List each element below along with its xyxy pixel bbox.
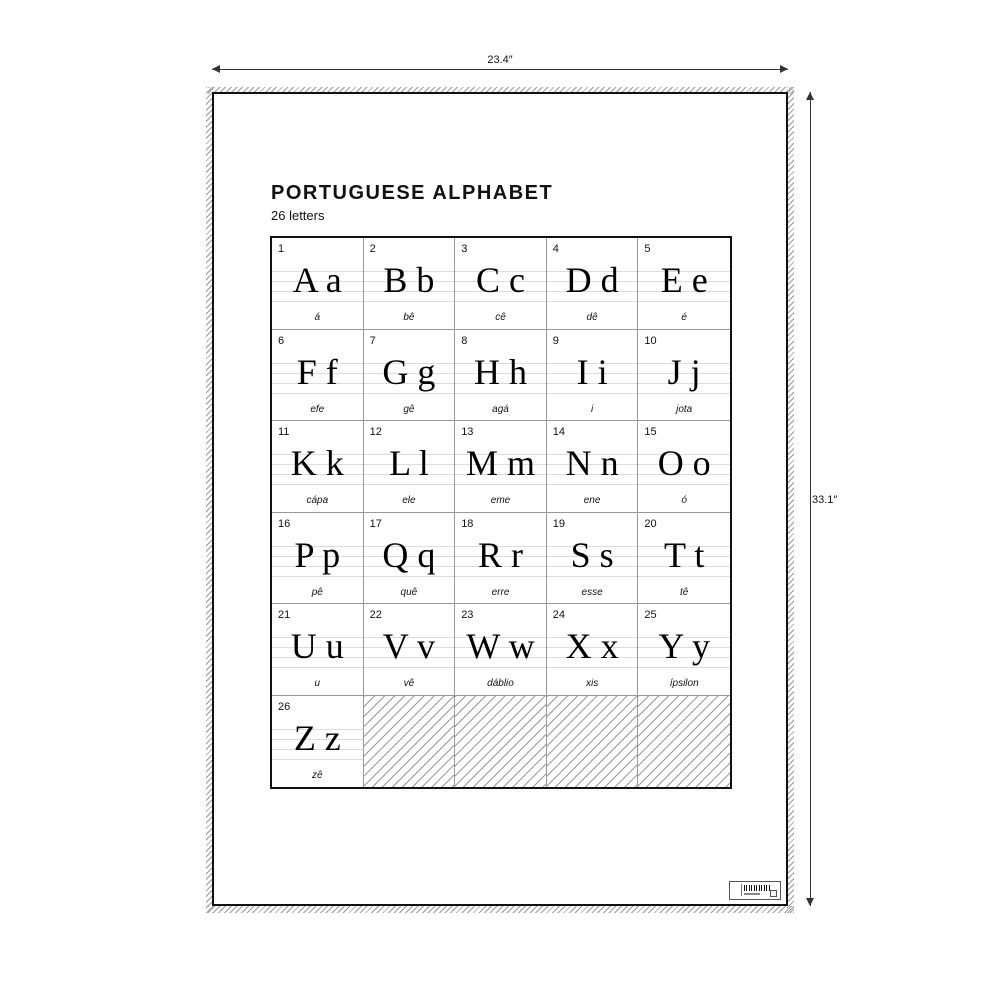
letter-name: ípsilon bbox=[669, 678, 699, 689]
letter-glyph: X x bbox=[565, 626, 619, 666]
width-label: 23.4″ bbox=[487, 54, 513, 66]
letter-cell bbox=[547, 330, 639, 422]
letter-number: 19 bbox=[552, 517, 566, 530]
frame-shadow-right bbox=[787, 87, 794, 913]
letter-number: 14 bbox=[552, 426, 566, 438]
letter-glyph: K k bbox=[290, 443, 344, 483]
letter-name: u bbox=[314, 678, 321, 689]
letter-cell bbox=[547, 238, 639, 330]
letter-cell bbox=[455, 238, 547, 330]
letter-number: 6 bbox=[278, 334, 285, 347]
letter-cell bbox=[638, 330, 730, 422]
letter-name: esse bbox=[581, 586, 603, 598]
letter-number: 2 bbox=[369, 243, 376, 255]
letter-name: dê bbox=[586, 312, 598, 323]
letter-number: 16 bbox=[278, 517, 291, 530]
letter-number: 13 bbox=[461, 426, 474, 438]
letter-name: jota bbox=[676, 403, 693, 415]
letter-glyph: P p bbox=[294, 534, 341, 575]
poster-subtitle: 26 letters bbox=[271, 208, 325, 223]
letter-number: 15 bbox=[644, 426, 657, 438]
letter-cell bbox=[272, 604, 364, 696]
letter-name: cápa bbox=[306, 495, 329, 506]
letter-cell bbox=[638, 513, 730, 605]
letter-glyph: J j bbox=[667, 351, 701, 392]
letter-number: 5 bbox=[644, 243, 651, 255]
letter-number: 3 bbox=[461, 243, 468, 255]
letter-cell bbox=[638, 421, 730, 513]
letter-cell bbox=[638, 238, 730, 330]
letter-glyph: O o bbox=[657, 443, 711, 483]
letter-cell bbox=[272, 330, 364, 422]
letter-cell bbox=[638, 604, 730, 696]
letter-number: 18 bbox=[461, 517, 474, 530]
letter-name: efe bbox=[310, 403, 325, 415]
letter-glyph: U u bbox=[290, 626, 344, 666]
letter-cell bbox=[272, 238, 364, 330]
empty-cell bbox=[547, 696, 639, 788]
letter-name: bê bbox=[403, 312, 415, 323]
poster-title: PORTUGUESE ALPHABET bbox=[271, 182, 554, 204]
letter-number: 7 bbox=[369, 334, 376, 347]
letter-number: 25 bbox=[644, 609, 657, 621]
letter-cell bbox=[272, 421, 364, 513]
letter-name: dáblio bbox=[487, 678, 514, 689]
letter-name: erre bbox=[491, 586, 510, 598]
letter-cell bbox=[455, 421, 547, 513]
letter-name: eme bbox=[490, 495, 511, 506]
letter-number: 10 bbox=[644, 334, 657, 347]
letter-number: 4 bbox=[552, 243, 559, 255]
letter-name: vê bbox=[403, 678, 415, 689]
alphabet-grid bbox=[270, 236, 732, 789]
letter-cell bbox=[272, 513, 364, 605]
letter-name: á bbox=[314, 312, 321, 323]
letter-number: 22 bbox=[369, 609, 382, 621]
empty-cell bbox=[638, 696, 730, 788]
letter-glyph: Q q bbox=[382, 534, 436, 575]
letter-glyph: H h bbox=[473, 351, 527, 392]
letter-name: ó bbox=[681, 495, 687, 506]
letter-cell bbox=[547, 604, 639, 696]
letter-number: 26 bbox=[278, 700, 291, 713]
letter-number: 20 bbox=[644, 517, 657, 530]
letter-number: 17 bbox=[369, 517, 382, 530]
letter-glyph: T t bbox=[664, 534, 705, 575]
letter-glyph: N n bbox=[565, 443, 619, 483]
letter-cell bbox=[364, 330, 456, 422]
letter-name: xis bbox=[585, 678, 599, 689]
letter-glyph: D d bbox=[565, 260, 619, 300]
letter-name: agá bbox=[492, 403, 509, 415]
letter-number: 9 bbox=[552, 334, 559, 347]
empty-cell bbox=[364, 696, 456, 788]
letter-cell bbox=[547, 421, 639, 513]
letter-name: tê bbox=[680, 586, 689, 598]
letter-number: 12 bbox=[369, 426, 382, 438]
letter-glyph: Z z bbox=[293, 717, 341, 758]
letter-glyph: B b bbox=[383, 260, 435, 300]
letter-glyph: V v bbox=[382, 626, 436, 666]
letter-glyph: R r bbox=[477, 534, 523, 575]
letter-glyph: G g bbox=[382, 351, 436, 392]
frame-shadow-bottom bbox=[208, 906, 794, 913]
letter-name: zê bbox=[312, 769, 323, 781]
letter-glyph: I i bbox=[576, 351, 608, 392]
letter-glyph: A a bbox=[292, 260, 342, 300]
letter-name: cê bbox=[495, 312, 506, 323]
letter-glyph: L l bbox=[389, 443, 429, 483]
letter-number: 1 bbox=[278, 243, 285, 255]
letter-glyph: C c bbox=[475, 260, 525, 300]
letter-glyph: S s bbox=[570, 534, 614, 575]
letter-cell bbox=[455, 604, 547, 696]
letter-name: pê bbox=[311, 586, 323, 598]
letter-glyph: M m bbox=[465, 443, 535, 483]
barcode-icon bbox=[729, 881, 781, 900]
letter-cell bbox=[272, 696, 364, 788]
height-label: 33.1″ bbox=[812, 494, 838, 506]
letter-cell bbox=[455, 330, 547, 422]
letter-cell bbox=[364, 604, 456, 696]
letter-number: 11 bbox=[278, 426, 290, 438]
letter-cell bbox=[364, 238, 456, 330]
empty-cell bbox=[455, 696, 547, 788]
letter-cell bbox=[364, 421, 456, 513]
letter-cell bbox=[364, 513, 456, 605]
letter-cell bbox=[547, 513, 639, 605]
letter-number: 21 bbox=[278, 609, 291, 621]
letter-name: i bbox=[590, 403, 594, 415]
letter-glyph: Y y bbox=[658, 626, 711, 666]
letter-glyph: F f bbox=[296, 351, 338, 392]
letter-name: é bbox=[681, 312, 687, 323]
letter-name: gê bbox=[403, 403, 415, 415]
letter-glyph: E e bbox=[660, 260, 708, 300]
letter-glyph: W w bbox=[466, 626, 535, 666]
letter-number: 24 bbox=[552, 609, 566, 621]
letter-number: 23 bbox=[461, 609, 474, 621]
width-dimension bbox=[212, 54, 788, 78]
letter-number: 8 bbox=[461, 334, 468, 347]
letter-cell bbox=[455, 513, 547, 605]
letter-name: ene bbox=[583, 495, 601, 506]
letter-name: ele bbox=[402, 495, 416, 506]
letter-name: quê bbox=[400, 586, 418, 598]
